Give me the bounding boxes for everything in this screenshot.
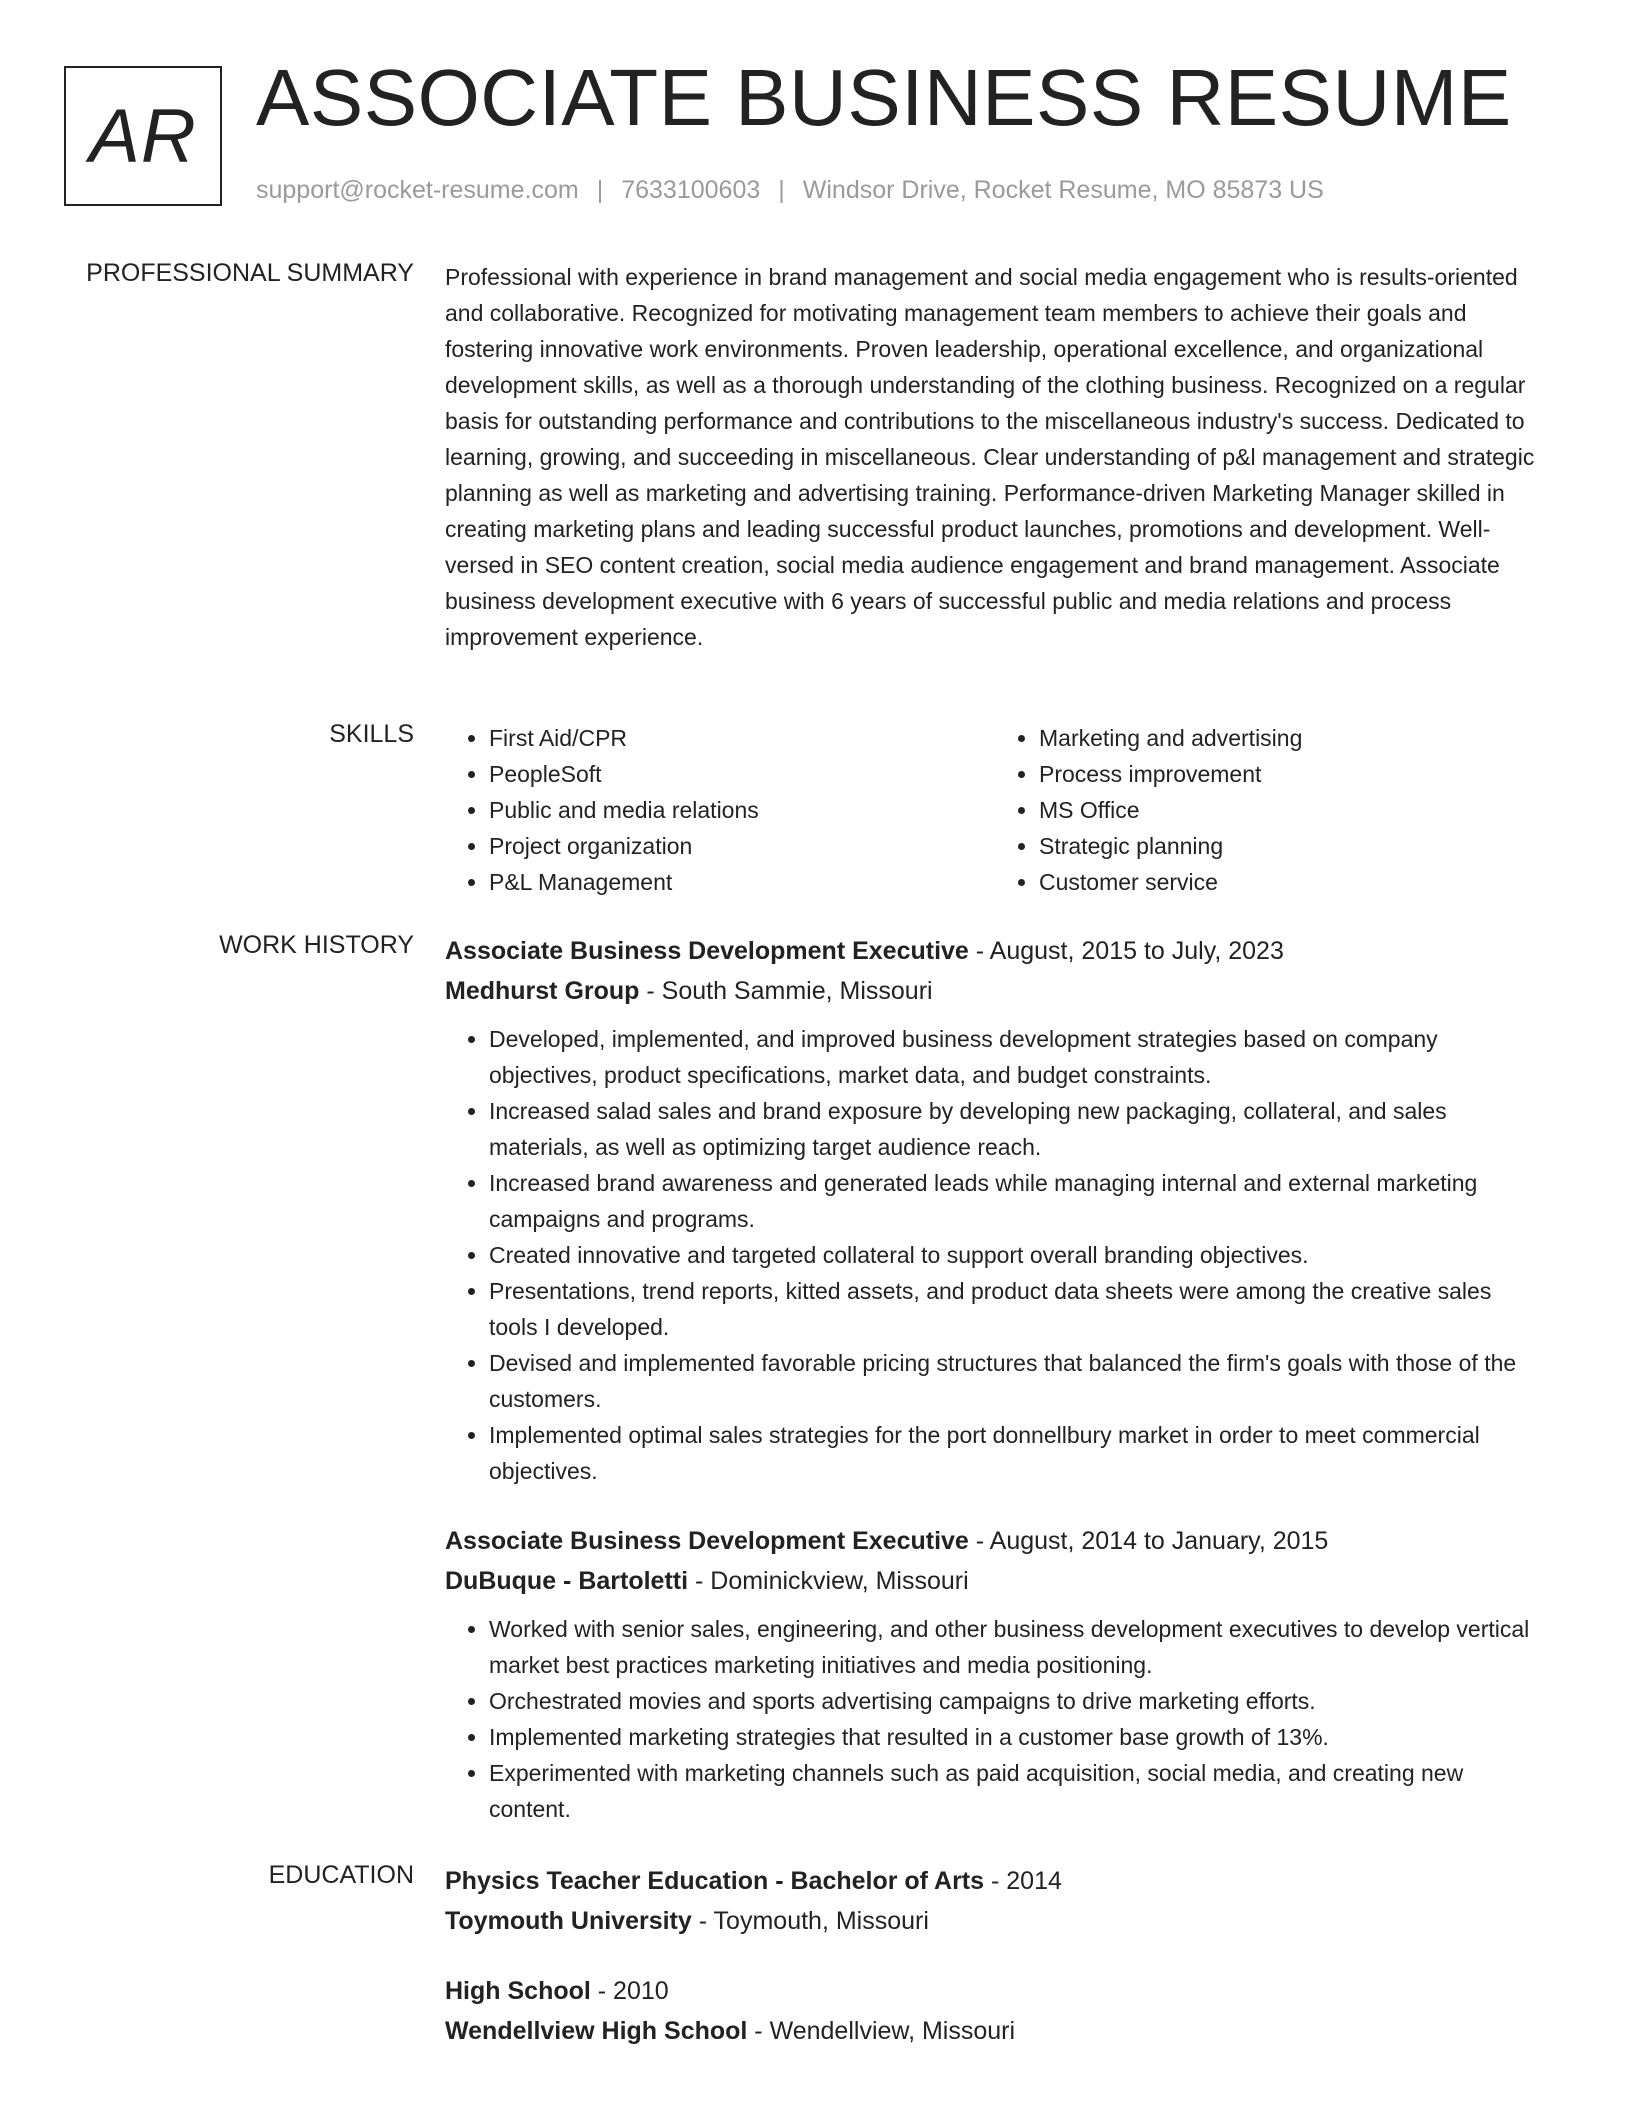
section-label-summary: PROFESSIONAL SUMMARY — [86, 259, 414, 287]
job-company: DuBuque - Bartoletti — [445, 1567, 689, 1595]
work-history-content — [445, 931, 1545, 1827]
contact-email[interactable]: support@rocket-resume.com — [256, 176, 579, 204]
education-school: Wendellview High School — [445, 2017, 748, 2045]
job-entry — [445, 1521, 1545, 1827]
job-bullet: • Developed, implemented, and improved business development strategies based on company objectives, product specifications, market data, and budget constraints. — [489, 1021, 1545, 1093]
section-label-skills: SKILLS — [329, 720, 414, 748]
job-company-line — [445, 1561, 1545, 1601]
education-location: - Toymouth, Missouri — [691, 1907, 929, 1935]
monogram-initials: AR — [89, 93, 197, 179]
resume-title: ASSOCIATE BUSINESS RESUME — [256, 53, 1512, 142]
job-bullet: • Implemented optimal sales strategies for the port donnellbury market in order to meet commercial objectives. — [489, 1417, 1545, 1489]
education-location: - Wendellview, Missouri — [747, 2017, 1016, 2045]
job-bullet: • Presentations, trend reports, kitted assets, and product data sheets were among the creative sales tools I developed. — [489, 1273, 1545, 1345]
job-company-line — [445, 971, 1545, 1011]
contact-separator: | — [778, 176, 785, 204]
job-title: Associate Business Development Executive — [445, 1527, 969, 1555]
job-bullet: • Increased brand awareness and generated leads while managing internal and external marketing campaigns and programs. — [489, 1165, 1545, 1237]
education-year: - 2014 — [984, 1867, 1062, 1895]
education-content — [445, 1861, 1545, 2051]
summary-content — [445, 259, 1545, 655]
job-bullet: • Orchestrated movies and sports advertising campaigns to drive marketing efforts. — [489, 1683, 1545, 1719]
job-bullets — [445, 1611, 1545, 1827]
monogram-box — [64, 66, 222, 206]
education-degree: High School — [445, 1977, 591, 2005]
contact-phone[interactable]: 7633100603 — [621, 176, 761, 204]
job-bullet: • Experimented with marketing channels such as paid acquisition, social media, and creating new content. — [489, 1755, 1545, 1827]
section-label-education: EDUCATION — [268, 1861, 414, 1889]
education-school-line — [445, 1901, 1545, 1941]
skill-item: • Public and media relations — [489, 792, 995, 828]
job-dates: - August, 2014 to January, 2015 — [968, 1527, 1329, 1555]
skill-item: • Project organization — [489, 828, 995, 864]
education-school: Toymouth University — [445, 1907, 692, 1935]
education-degree: Physics Teacher Education - Bachelor of Arts — [445, 1867, 985, 1895]
skill-item: • Process improvement — [1039, 756, 1545, 792]
skill-item: • Strategic planning — [1039, 828, 1545, 864]
contact-line — [256, 176, 1324, 205]
skills-list-left — [445, 720, 995, 900]
job-title-line — [445, 1521, 1545, 1561]
job-entry — [445, 931, 1545, 1489]
skill-item: • Customer service — [1039, 864, 1545, 900]
job-location: - South Sammie, Missouri — [639, 977, 933, 1005]
skill-item: • Marketing and advertising — [1039, 720, 1545, 756]
skills-content — [445, 720, 1545, 900]
job-bullet: • Worked with senior sales, engineering, and other business development executives to develop vertical market best practices marketing initiatives and media positioning. — [489, 1611, 1545, 1683]
contact-separator: | — [596, 176, 604, 204]
education-degree-line — [445, 1861, 1545, 1901]
skill-item: • P&L Management — [489, 864, 995, 900]
education-school-line — [445, 2011, 1545, 2051]
job-dates: - August, 2015 to July, 2023 — [968, 937, 1284, 965]
education-entry — [445, 1971, 1545, 2051]
job-bullet: • Devised and implemented favorable pricing structures that balanced the firm's goals with those of the customers. — [489, 1345, 1545, 1417]
job-bullets — [445, 1021, 1545, 1489]
education-degree-line — [445, 1971, 1545, 2011]
skill-item: • MS Office — [1039, 792, 1545, 828]
job-bullet: • Created innovative and targeted collateral to support overall branding objectives. — [489, 1237, 1545, 1273]
skill-item: • PeopleSoft — [489, 756, 995, 792]
job-location: - Dominickview, Missouri — [688, 1567, 969, 1595]
education-entry — [445, 1861, 1545, 1941]
job-company: Medhurst Group — [445, 977, 640, 1005]
contact-address: Windsor Drive, Rocket Resume, MO 85873 US — [802, 176, 1324, 204]
job-title: Associate Business Development Executive — [445, 937, 969, 965]
skills-list-right — [995, 720, 1545, 900]
skill-item: • First Aid/CPR — [489, 720, 995, 756]
section-label-work-history: WORK HISTORY — [219, 931, 414, 959]
job-title-line — [445, 931, 1545, 971]
job-bullet: • Implemented marketing strategies that resulted in a customer base growth of 13%. — [489, 1719, 1545, 1755]
summary-text: Professional with experience in brand management and social media engagement who is results-oriented and collaborative. Recognized for motivating management team members to achieve their goals and fostering innovative work environments. Proven leadership, operational excellence, and organizational development skills, as well as a thorough understanding of the clothing business. Recognized on a regular basis for outstanding performance and contributions to the miscellaneous industry's success. Dedicated to learning, growing, and succeeding in miscellaneous. Clear understanding of p&l management and strategic planning as well as marketing and advertising training. Performance-driven Marketing Manager skilled in creating marketing plans and leading successful product launches, promotions and development. Well-versed in SEO content creation, social media audience engagement and brand management. Associate business development executive with 6 years of successful public and media relations and process improvement experience. — [445, 264, 1535, 650]
education-year: - 2010 — [590, 1977, 669, 2005]
job-bullet: • Increased salad sales and brand exposure by developing new packaging, collateral, and sales materials, as well as optimizing target audience reach. — [489, 1093, 1545, 1165]
